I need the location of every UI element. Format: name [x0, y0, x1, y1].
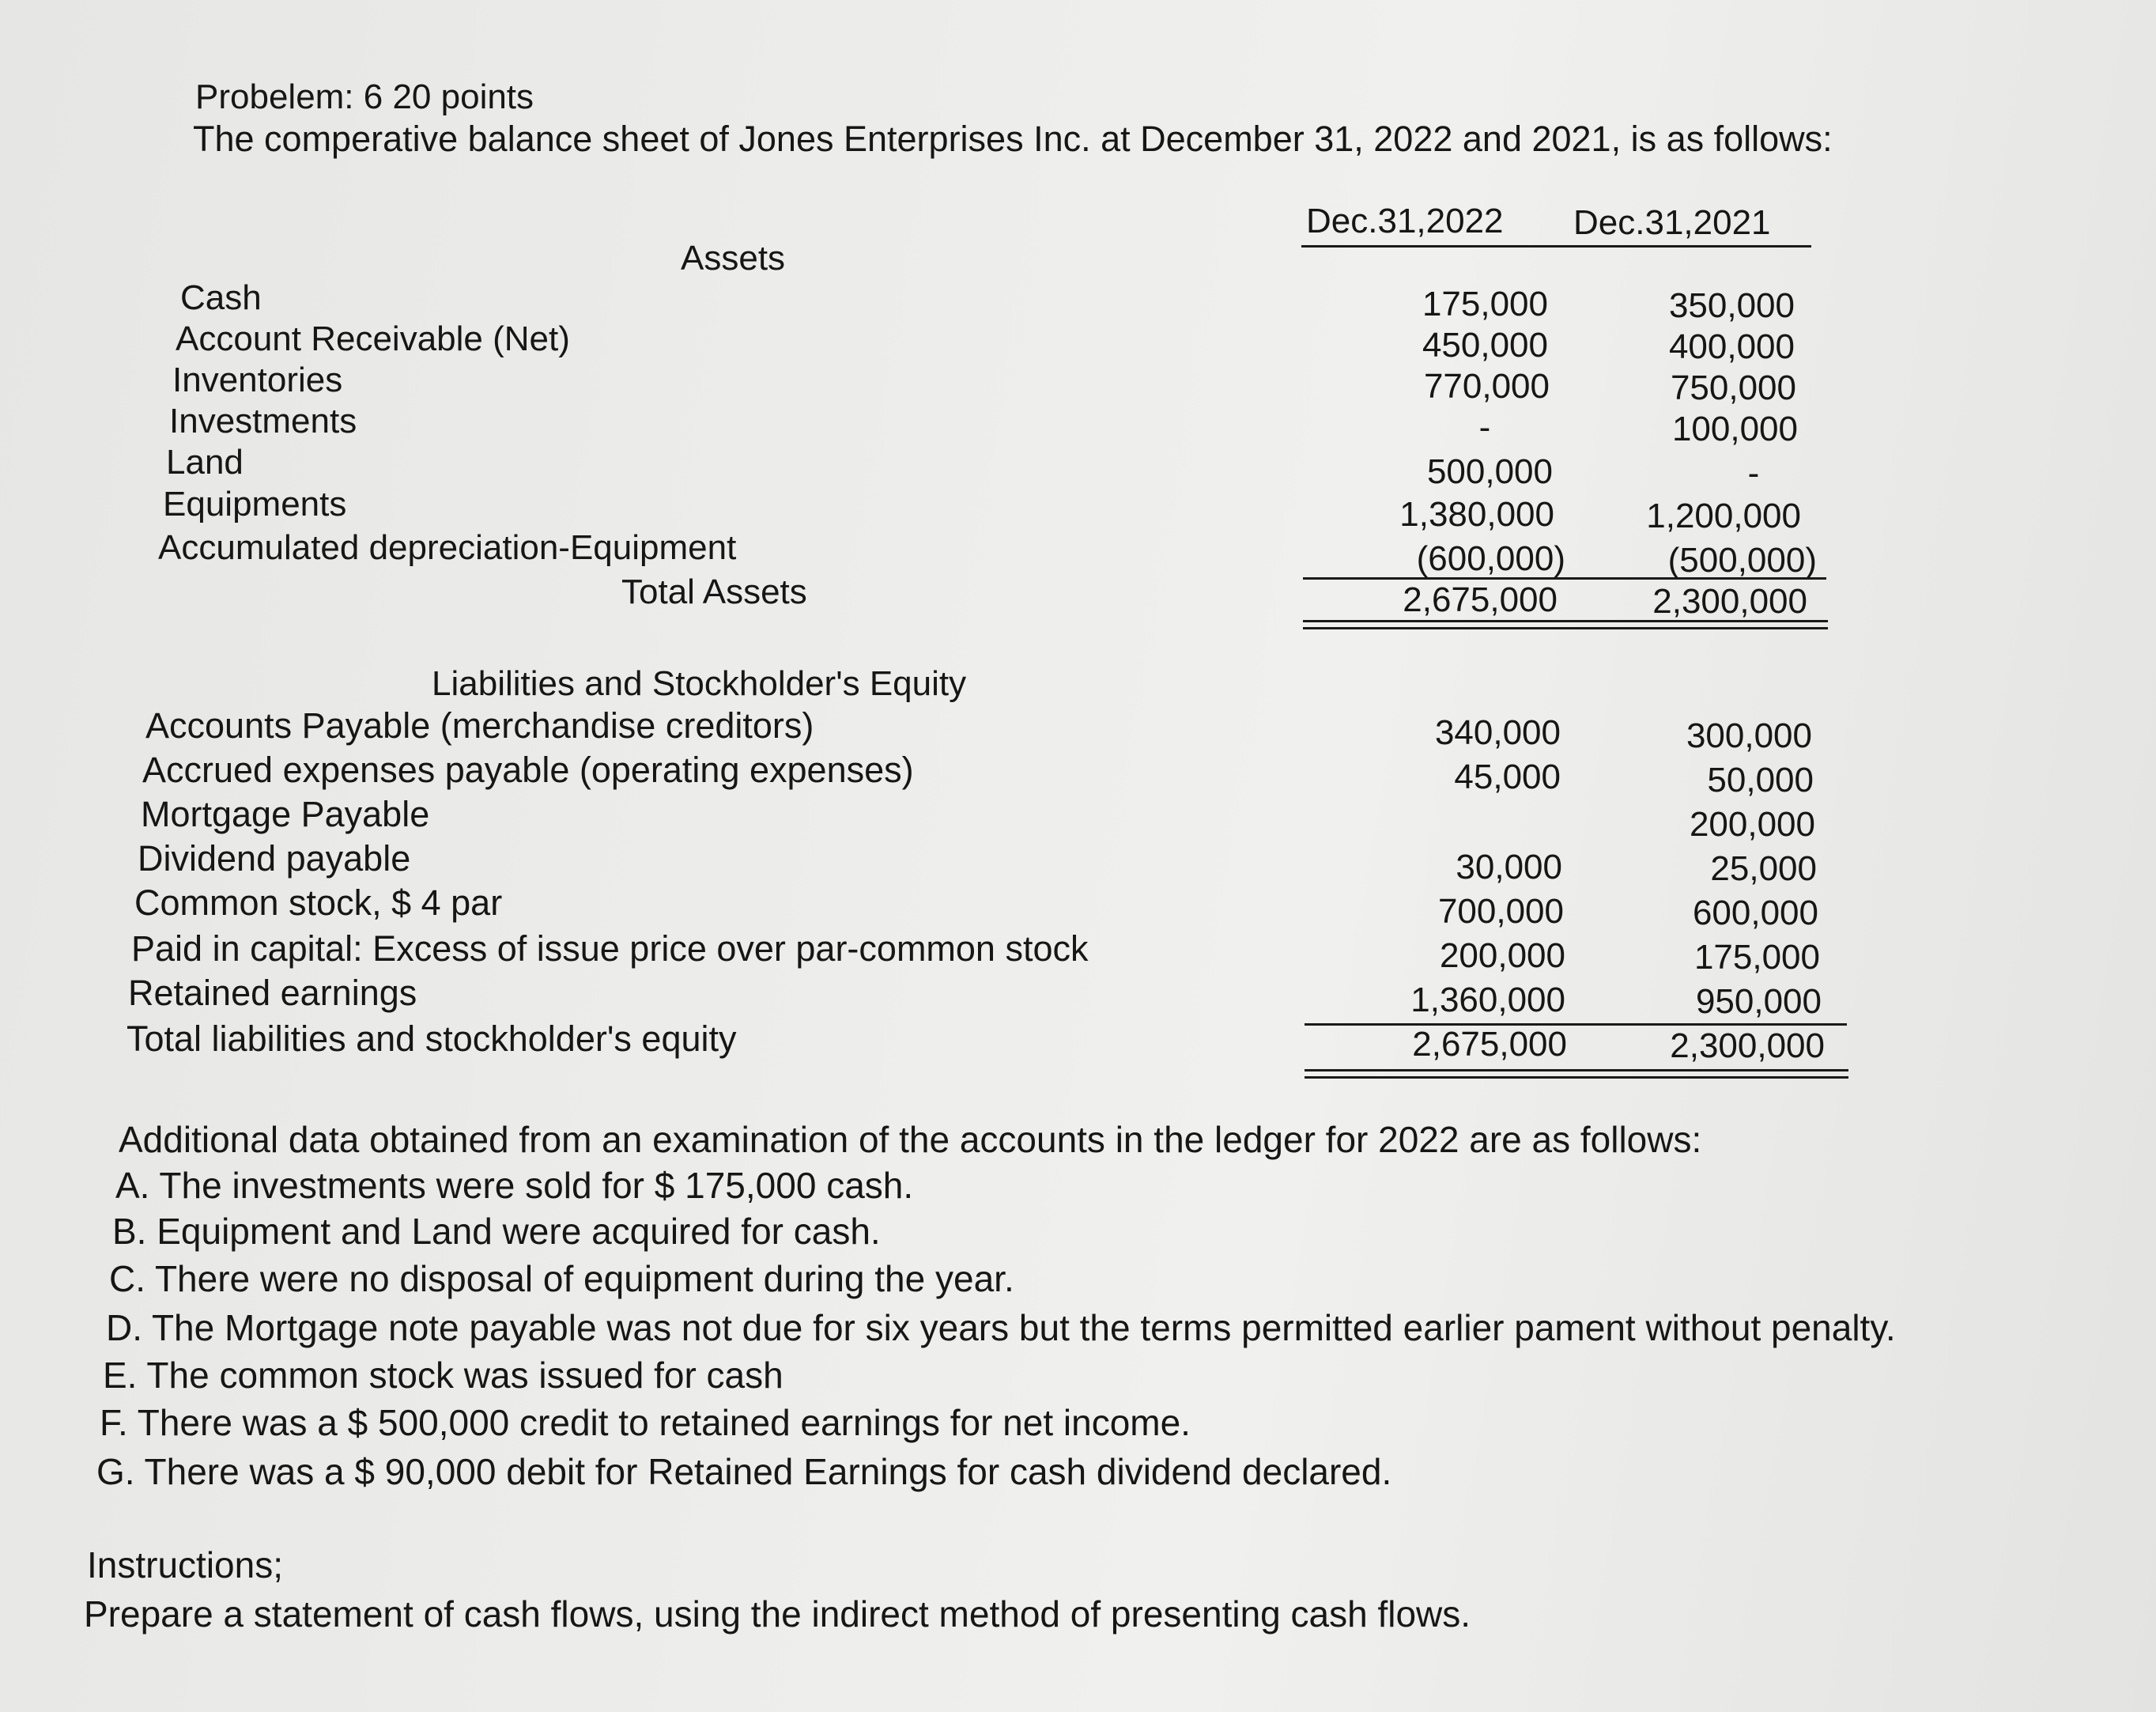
liability-2021-common-stock: 600,000: [1692, 894, 1818, 932]
column-header-2021: Dec.31,2021: [1573, 203, 1771, 242]
assets-total-2022: 2,675,000: [1403, 580, 1558, 619]
asset-2022-land: 500,000: [1426, 452, 1553, 491]
liability-2021-accrued-expenses: 50,000: [1707, 761, 1814, 799]
asset-2022-investments: -: [1478, 408, 1491, 447]
liability-label-accrued-expenses: Accrued expenses payable (operating expenses): [142, 750, 914, 790]
asset-label-cash: Cash: [180, 278, 262, 317]
liability-label-retained-earnings: Retained earnings: [128, 973, 417, 1013]
asset-2022-receivable: 450,000: [1422, 326, 1548, 365]
liabilities-total-2021: 2,300,000: [1670, 1026, 1825, 1065]
assets-total-label: Total Assets: [621, 573, 807, 611]
asset-label-receivable: Account Receivable (Net): [176, 319, 570, 358]
asset-2021-accum-depreciation: (500,000): [1667, 541, 1817, 580]
instructions-title: Instructions;: [87, 1544, 283, 1585]
additional-item-c: C. There were no disposal of equipment during the year.: [109, 1258, 1014, 1299]
column-header-2022: Dec.31,2022: [1306, 202, 1504, 240]
liabilities-total-double-rule: [1305, 1069, 1848, 1079]
asset-2021-inventories: 750,000: [1670, 368, 1796, 407]
liability-label-accounts-payable: Accounts Payable (merchandise creditors): [145, 705, 814, 746]
additional-data-intro: Additional data obtained from an examination of the accounts in the ledger for 2022 are as follows:: [119, 1119, 1702, 1160]
asset-label-equipments: Equipments: [163, 485, 347, 523]
additional-item-e: E. The common stock was issued for cash: [103, 1355, 783, 1396]
asset-2022-inventories: 770,000: [1423, 367, 1550, 406]
asset-label-land: Land: [166, 443, 244, 482]
additional-item-a: A. The investments were sold for $ 175,000 cash.: [115, 1165, 914, 1206]
asset-label-investments: Investments: [169, 402, 357, 440]
liability-label-paid-in-capital: Paid in capital: Excess of issue price over par-common stock: [131, 928, 1089, 969]
asset-2021-equipments: 1,200,000: [1646, 497, 1801, 535]
liability-2022-accrued-expenses: 45,000: [1454, 758, 1561, 796]
liability-2022-accounts-payable: 340,000: [1434, 713, 1561, 752]
liabilities-title: Liabilities and Stockholder's Equity: [432, 664, 967, 703]
liabilities-total-label: Total liabilities and stockholder's equity: [126, 1019, 737, 1059]
assets-total-double-rule: [1303, 620, 1828, 629]
additional-item-b: B. Equipment and Land were acquired for cash.: [112, 1211, 881, 1252]
liability-2022-common-stock: 700,000: [1437, 892, 1564, 931]
asset-2021-cash: 350,000: [1668, 286, 1795, 325]
asset-label-accum-depreciation: Accumulated depreciation-Equipment: [158, 528, 737, 567]
asset-2021-land: -: [1747, 454, 1760, 493]
asset-2022-equipments: 1,380,000: [1399, 495, 1554, 534]
asset-2022-cash: 175,000: [1422, 285, 1548, 323]
assets-total-2021: 2,300,000: [1652, 582, 1807, 621]
liability-label-dividend-payable: Dividend payable: [138, 838, 411, 879]
liability-label-mortgage-payable: Mortgage Payable: [141, 794, 430, 834]
additional-item-g: G. There was a $ 90,000 debit for Retained Earnings for cash dividend declared.: [96, 1451, 1392, 1492]
liability-2021-retained-earnings: 950,000: [1695, 982, 1822, 1021]
liability-2021-dividend-payable: 25,000: [1710, 849, 1817, 888]
asset-2021-receivable: 400,000: [1668, 327, 1795, 366]
column-header-rule: [1301, 245, 1811, 248]
liability-2022-dividend-payable: 30,000: [1456, 848, 1562, 886]
asset-label-inventories: Inventories: [172, 361, 343, 399]
assets-title: Assets: [681, 239, 786, 278]
asset-2021-investments: 100,000: [1671, 410, 1798, 448]
asset-2022-accum-depreciation: (600,000): [1416, 539, 1565, 578]
liability-2021-accounts-payable: 300,000: [1686, 716, 1812, 755]
instructions-text: Prepare a statement of cash flows, using the indirect method of presenting cash flows.: [84, 1593, 1471, 1635]
liability-label-common-stock: Common stock, $ 4 par: [134, 882, 503, 923]
liability-2021-mortgage-payable: 200,000: [1689, 805, 1815, 844]
additional-item-d: D. The Mortgage note payable was not due for six years but the terms permitted earlier pament without penalty.: [106, 1307, 1896, 1348]
assets-subtotal-rule: [1303, 577, 1826, 580]
problem-intro: The comperative balance sheet of Jones Enterprises Inc. at December 31, 2022 and 2021, is as follows:: [193, 119, 1833, 159]
problem-heading: Probelem: 6 20 points: [195, 77, 534, 116]
liability-2021-paid-in-capital: 175,000: [1693, 938, 1820, 977]
additional-item-f: F. There was a $ 500,000 credit to retained earnings for net income.: [100, 1402, 1191, 1443]
liabilities-total-2022: 2,675,000: [1412, 1025, 1567, 1064]
liability-2022-retained-earnings: 1,360,000: [1410, 981, 1565, 1019]
liability-2022-paid-in-capital: 200,000: [1439, 936, 1565, 975]
